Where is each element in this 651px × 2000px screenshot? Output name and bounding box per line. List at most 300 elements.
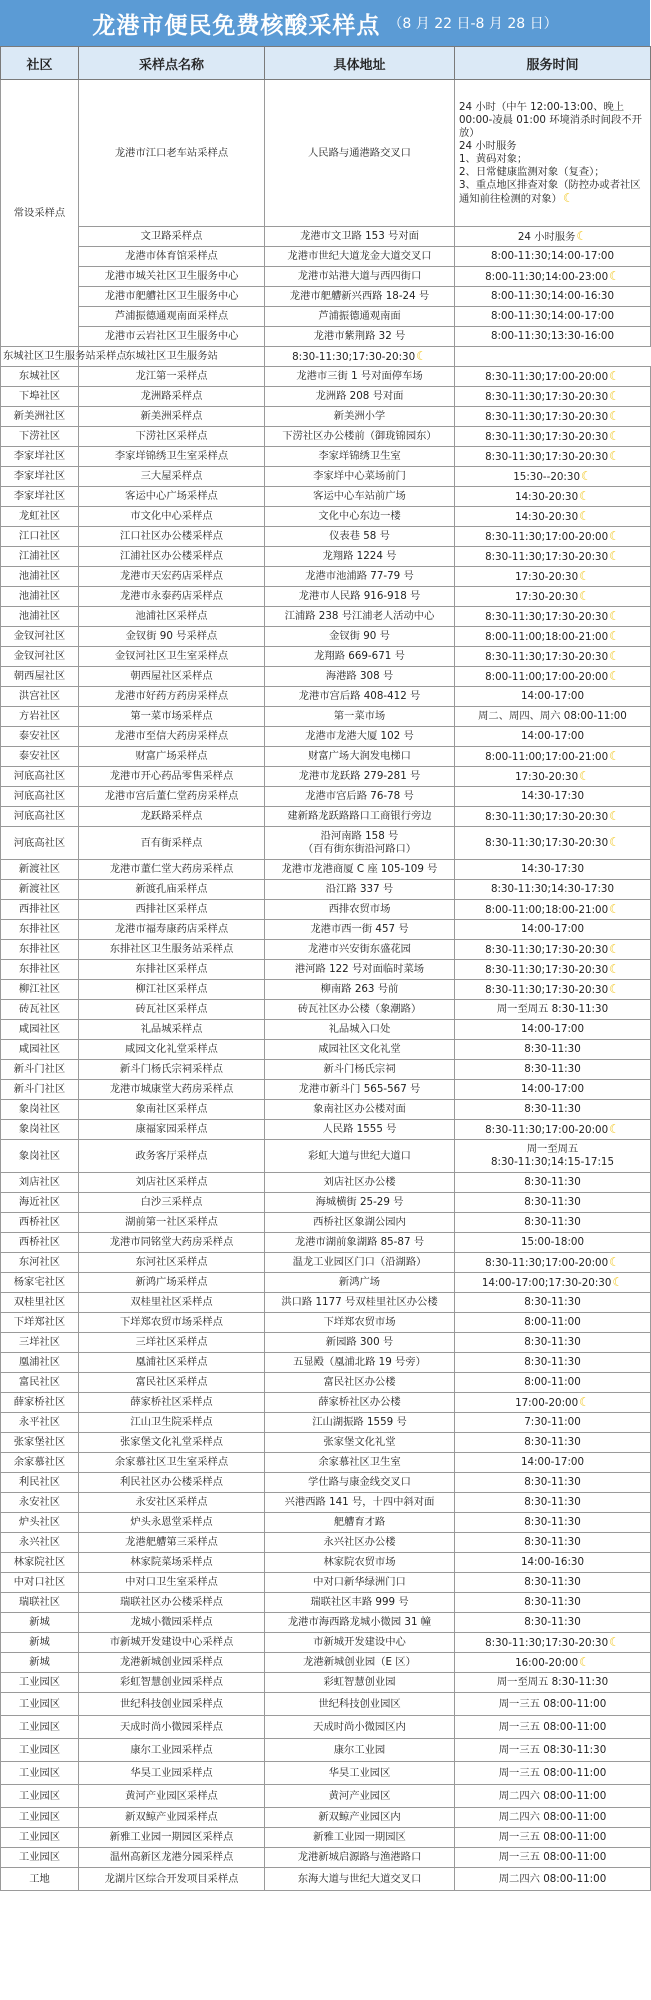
service-time-text: 8:30-11:30;17:30-20:30 [485,550,609,563]
community-cell: 东排社区 [1,960,79,980]
service-time-cell [455,1413,651,1433]
service-time-text: 15:30--20:30 [513,470,580,483]
night-moon-icon: ☾ [562,190,574,205]
table-body [1,80,651,1891]
address-cell: 龙港市紫荆路 32 号 [265,327,455,347]
table-row [1,1393,651,1413]
site-name-cell: 双桂里社区采样点 [79,1293,265,1313]
community-cell: 咸园社区 [1,1020,79,1040]
address-cell: 咸园社区文化礼堂 [265,1040,455,1060]
table-row [1,567,651,587]
community-cell: 象岗社区 [1,1140,79,1173]
table-row [1,487,651,507]
night-moon-icon: ☾ [609,428,620,443]
site-name-cell: 龙港市云岩社区卫生服务中心 [79,327,265,347]
address-cell: 龙港市龙港大厦 102 号 [265,727,455,747]
site-name-cell: 江口社区办公楼采样点 [79,527,265,547]
night-moon-icon: ☾ [609,368,620,383]
table-row [1,467,651,487]
site-name-cell: 康尔工业园采样点 [79,1739,265,1762]
table-row [1,960,651,980]
address-cell: 龙港市西一街 457 号 [265,920,455,940]
address-cell: 沿江路 337 号 [265,880,455,900]
site-name-cell: 东排社区卫生服务站采样点 [79,940,265,960]
service-time-cell [455,707,651,727]
address-cell: 龙港市海西路龙城小微园 31 幢 [265,1613,455,1633]
table-row [1,1433,651,1453]
service-time-text: 周一至周五 8:30-11:30 [496,1003,609,1015]
table-row [1,1553,651,1573]
site-name-cell: 龙港市永泰药店采样点 [79,587,265,607]
community-cell: 利民社区 [1,1473,79,1493]
night-moon-icon: ☾ [579,508,590,523]
service-time-text: 周一至周五 8:30-11:30;14:15-17:15 [490,1143,615,1168]
night-moon-icon: ☾ [609,668,620,683]
table-row [1,427,651,447]
site-name-cell: 芦浦振德通观南面采样点 [79,307,265,327]
service-time-text: 17:00-20:00 [515,1396,579,1409]
table-row [1,1653,651,1673]
service-time-text: 14:00-16:30 [520,1556,585,1568]
service-time-cell [455,1653,651,1673]
service-time-text: 周二四六 08:00-11:00 [498,1811,607,1823]
site-name-cell: 新美洲采样点 [79,407,265,427]
title-bar [0,0,650,46]
community-cell: 薛家桥社区 [1,1393,79,1413]
night-moon-icon: ☾ [609,748,620,763]
community-cell: 金钗河社区 [1,647,79,667]
service-time-cell [455,1573,651,1593]
service-time-cell [455,1868,651,1891]
community-cell: 凰浦社区 [1,1353,79,1373]
address-cell: 世纪科技创业园区 [265,1693,455,1716]
service-time-cell [455,1080,651,1100]
community-cell: 新城 [1,1653,79,1673]
community-cell: 方岩社区 [1,707,79,727]
night-moon-icon: ☾ [609,808,620,823]
service-time-text: 8:30-11:30 [524,1476,581,1488]
service-time-cell [455,1533,651,1553]
address-cell: 龙港市新斗门 565-567 号 [265,1080,455,1100]
site-name-cell: 白沙三采样点 [79,1193,265,1213]
service-time-text: 8:30-11:30;17:30-20:30 [485,837,609,849]
service-time-cell [455,327,651,347]
address-cell: 砖瓦社区办公楼（象潮路） [265,1000,455,1020]
table-row [1,367,651,387]
table-row [1,980,651,1000]
service-time-text: 8:30-11:30 [524,1436,581,1448]
night-moon-icon: ☾ [579,1394,590,1409]
site-name-cell: 江山卫生院采样点 [79,1413,265,1433]
table-row [1,1353,651,1373]
site-name-cell: 龙江第一采样点 [79,367,265,387]
service-time-cell [455,1473,651,1493]
address-cell: 第一菜市场 [265,707,455,727]
service-time-text: 8:30-11:30 [524,1196,581,1208]
date-range: （8 月 22 日-8 月 28 日） [388,16,558,32]
address-cell: 金钗街 90 号 [265,627,455,647]
table-row [1,227,651,247]
site-name-cell: 市新城开发建设中心采样点 [79,1633,265,1653]
community-cell: 河底高社区 [1,767,79,787]
table-row [1,1173,651,1193]
service-time-cell [455,980,651,1000]
community-cell: 新美洲社区 [1,407,79,427]
service-time-text: 8:30-11:30 [524,1616,581,1628]
service-time-cell [455,1100,651,1120]
service-time-text: 17:30-20:30 [515,770,579,783]
site-name-cell: 龙港新城创业园采样点 [79,1653,265,1673]
night-moon-icon: ☾ [576,228,588,243]
address-cell: 富民社区办公楼 [265,1373,455,1393]
table-row [1,1333,651,1353]
service-time-text: 8:30-11:30;17:00-20:00 [485,530,609,543]
address-cell: 龙港市龙跃路 279-281 号 [265,767,455,787]
night-moon-icon: ☾ [416,348,427,363]
service-time-text: 8:00-11:30;14:00-23:00 [485,270,609,283]
community-cell: 西桥社区 [1,1233,79,1253]
community-cell: 象岗社区 [1,1100,79,1120]
community-cell: 东城社区 [1,367,79,387]
service-time-cell [455,1253,651,1273]
table-row [1,1848,651,1868]
address-cell: 薛家桥社区办公楼 [265,1393,455,1413]
site-name-cell: 龙港市城关社区卫生服务中心 [79,267,265,287]
table-row [1,1593,651,1613]
site-name-cell: 龙港市天宏药店采样点 [79,567,265,587]
site-name-cell: 龙港市宫后董仁堂药房采样点 [79,787,265,807]
table-row [1,527,651,547]
table-row [1,1233,651,1253]
site-name-cell: 新双鲸产业园采样点 [79,1808,265,1828]
site-name-cell: 温州高新区龙港分园采样点 [79,1848,265,1868]
address-cell: 永兴社区办公楼 [265,1533,455,1553]
header-site-name: 采样点名称 [79,47,265,80]
site-name-cell: 凰浦社区采样点 [79,1353,265,1373]
service-time-cell [455,407,651,427]
table-row [1,327,651,347]
table-row [1,1040,651,1060]
site-name-cell: 东河社区采样点 [79,1253,265,1273]
night-moon-icon: ☾ [609,608,620,623]
community-cell: 咸园社区 [1,1040,79,1060]
service-time-cell [455,900,651,920]
site-name-cell: 政务客厅采样点 [79,1140,265,1173]
table-row [1,407,651,427]
address-cell: 新斗门杨氏宗祠 [265,1060,455,1080]
service-time-text: 14:00-17:00 [520,1023,585,1035]
service-time-cell [455,1060,651,1080]
site-name-cell: 龙港市同铭堂大药房采样点 [79,1233,265,1253]
address-cell: 兴港西路 141 号，十四中斜对面 [265,1493,455,1513]
site-name-cell: 华昊工业园采样点 [79,1762,265,1785]
service-time-cell [455,547,651,567]
service-time-cell [455,1693,651,1716]
site-name-cell: 龙港市至信大药房采样点 [79,727,265,747]
address-cell: 彩虹大道与世纪大道口 [265,1140,455,1173]
address-cell: 舥艚育才路 [265,1513,455,1533]
table-row [1,307,651,327]
service-time-cell [455,1020,651,1040]
page-title: 龙港市便民免费核酸采样点 [92,12,381,39]
service-time-cell [455,1120,651,1140]
community-cell: 下涝社区 [1,427,79,447]
service-time-cell [455,1373,651,1393]
service-time-text: 8:00-11:30;14:00-17:00 [490,310,615,322]
site-name-cell: 新鸿广场采样点 [79,1273,265,1293]
address-cell: 龙港市池浦路 77-79 号 [265,567,455,587]
community-cell: 河底高社区 [1,827,79,860]
community-cell: 双桂里社区 [1,1293,79,1313]
service-time-text: 14:00-17:00;17:30-20:30 [481,1276,612,1289]
table-row [1,1193,651,1213]
service-time-cell [455,1273,651,1293]
table-row [1,1785,651,1808]
site-name-cell: 龙港市江口老车站采样点 [79,80,265,227]
service-time-text: 17:30-20:30 [515,570,579,583]
address-cell: 龙港市世纪大道龙金大道交叉口 [265,247,455,267]
table-row [1,1140,651,1173]
site-name-cell: 柳江社区采样点 [79,980,265,1000]
community-cell: 工业园区 [1,1848,79,1868]
address-cell: 余家慕社区卫生室 [265,1453,455,1473]
night-moon-icon: ☾ [612,1274,624,1289]
night-moon-icon: ☾ [609,448,620,463]
community-cell: 江口社区 [1,527,79,547]
community-cell: 常设采样点 [1,80,79,347]
service-time-text: 8:30-11:30;17:30-20:30 [485,810,609,823]
community-cell: 西排社区 [1,900,79,920]
service-time-text: 8:30-11:30 [524,1043,581,1055]
service-time-text: 8:30-11:30;17:00-20:00 [485,370,609,383]
service-time-cell [455,1040,651,1060]
service-time-text: 8:30-11:30 [524,1516,581,1528]
community-cell: 工地 [1,1868,79,1891]
address-cell: 西桥社区象湖公园内 [265,1213,455,1233]
address-cell: 人民路与通港路交叉口 [265,80,455,227]
site-name-cell: 湖前第一社区采样点 [79,1213,265,1233]
address-cell: 李家垟锦绣卫生室 [265,447,455,467]
service-time-cell [455,747,651,767]
community-cell: 杨家宅社区 [1,1273,79,1293]
address-cell: 黄河产业园区 [265,1785,455,1808]
night-moon-icon: ☾ [609,961,620,976]
service-time-text: 8:30-11:30;17:30-20:30 [485,650,609,663]
table-row [1,247,651,267]
table-row [1,1453,651,1473]
service-time-cell [455,940,651,960]
service-time-cell [455,1828,651,1848]
service-time-cell [455,1493,651,1513]
site-name-cell: 咸园文化礼堂采样点 [79,1040,265,1060]
service-time-text: 周一三五 08:00-11:00 [498,1851,607,1863]
service-time-text: 14:30-20:30 [515,510,579,523]
service-time-text: 7:30-11:00 [524,1416,581,1428]
service-time-text: 8:30-11:30;17:30-20:30 [485,430,609,443]
site-name-cell: 天成时尚小微园采样点 [79,1716,265,1739]
address-cell: 江山湖振路 1559 号 [265,1413,455,1433]
service-time-text: 周二、周四、周六 08:00-11:00 [478,710,627,722]
service-time-cell [455,1233,651,1253]
community-cell: 新渡社区 [1,880,79,900]
service-time-cell [455,1333,651,1353]
community-cell: 中对口社区 [1,1573,79,1593]
address-cell: 刘店社区办公楼 [265,1173,455,1193]
community-cell: 余家慕社区 [1,1453,79,1473]
service-time-text: 周一三五 08:30-11:30 [498,1743,607,1756]
address-cell: 客运中心车站前广场 [265,487,455,507]
service-time-cell [455,1673,651,1693]
table-row [1,1739,651,1762]
service-time-cell [455,467,651,487]
community-cell: 新城 [1,1633,79,1653]
site-name-cell: 余家慕社区卫生室采样点 [79,1453,265,1473]
community-cell: 东排社区 [1,920,79,940]
address-cell: 龙港新城启源路与渔港路口 [265,1848,455,1868]
service-time-cell [455,247,651,267]
address-cell: 龙港市文卫路 153 号对面 [265,227,455,247]
site-name-cell: 龙港市体育馆采样点 [79,247,265,267]
address-cell: 新双鲸产业园区内 [265,1808,455,1828]
site-name-cell: 财富广场采样点 [79,747,265,767]
service-time-text: 8:30-11:30;17:30-20:30 [485,983,609,996]
site-name-cell: 龙港市城康堂大药房采样点 [79,1080,265,1100]
community-cell: 刘店社区 [1,1173,79,1193]
site-name-cell: 黄河产业园区采样点 [79,1785,265,1808]
site-name-cell: 江浦社区办公楼采样点 [79,547,265,567]
service-time-text: 8:00-11:00;17:00-21:00 [485,750,609,763]
service-time-text: 周一三五 08:00-11:00 [498,1720,607,1733]
night-moon-icon: ☾ [609,648,620,663]
service-time-cell [455,687,651,707]
service-time-text: 14:00-17:00 [520,1083,585,1095]
table-row [1,1080,651,1100]
table-row [1,1693,651,1716]
service-time-text: 14:00-17:00 [520,690,585,702]
address-cell: 文化中心东边一楼 [265,507,455,527]
address-cell: 财富广场大润发电梯口 [265,747,455,767]
address-cell: 新雅工业园一期园区 [265,1828,455,1848]
table-row [1,1293,651,1313]
address-cell: 温龙工业园区门口（沿湖路） [265,1253,455,1273]
community-cell: 永安社区 [1,1493,79,1513]
site-name-cell: 下涝社区采样点 [79,427,265,447]
community-cell: 江浦社区 [1,547,79,567]
address-cell: 天成时尚小微园区内 [265,1716,455,1739]
service-time-cell [455,1293,651,1313]
address-cell: 东城社区卫生服务站 [79,347,265,367]
service-time-text: 8:30-11:30 [524,1576,581,1588]
service-time-text: 8:00-11:00;17:00-20:00 [485,670,609,683]
table-row [1,447,651,467]
table-row [1,1493,651,1513]
table-row [1,1000,651,1020]
table-row [1,667,651,687]
table-row [1,787,651,807]
service-time-text: 周一三五 08:00-11:00 [498,1831,607,1843]
service-time-text: 8:30-11:30 [524,1496,581,1508]
table-row [1,1273,651,1293]
community-cell: 炉头社区 [1,1513,79,1533]
community-cell: 工业园区 [1,1716,79,1739]
service-time-cell [455,1433,651,1453]
community-cell: 河底高社区 [1,807,79,827]
address-cell: 江浦路 238 号江浦老人活动中心 [265,607,455,627]
community-cell: 东河社区 [1,1253,79,1273]
address-cell: 柳南路 263 号前 [265,980,455,1000]
service-time-text: 周二四六 08:00-11:00 [498,1789,607,1802]
night-moon-icon: ☾ [609,941,620,956]
service-time-text: 16:00-20:00 [515,1656,579,1669]
address-cell: 张家堡文化礼堂 [265,1433,455,1453]
table-row [1,1100,651,1120]
site-name-cell: 张家堡文化礼堂采样点 [79,1433,265,1453]
address-cell: 康尔工业园 [265,1739,455,1762]
service-time-cell [455,80,651,227]
address-cell: 市新城开发建设中心 [265,1633,455,1653]
service-time-cell [455,427,651,447]
service-time-text: 周一三五 08:00-11:00 [498,1766,607,1779]
address-cell: 芦浦振德通观南面 [265,307,455,327]
site-name-cell: 礼品城采样点 [79,1020,265,1040]
night-moon-icon: ☾ [579,568,590,583]
site-name-cell: 客运中心广场采样点 [79,487,265,507]
night-moon-icon: ☾ [609,528,620,543]
table-row [1,1716,651,1739]
address-cell: 新美洲小学 [265,407,455,427]
address-cell: 龙翔路 1224 号 [265,547,455,567]
site-name-cell: 新渡孔庙采样点 [79,880,265,900]
address-cell: 龙港市宫后路 408-412 号 [265,687,455,707]
community-cell: 泰安社区 [1,747,79,767]
service-time-text: 14:30-20:30 [515,490,579,503]
table-row [1,860,651,880]
service-time-text: 8:00-11:00;18:00-21:00 [485,903,609,916]
night-moon-icon: ☾ [581,468,592,483]
service-time-cell [455,1213,651,1233]
table-row [1,1573,651,1593]
service-time-cell [455,1193,651,1213]
service-time-text: 8:30-11:30;17:00-20:00 [485,1123,609,1136]
night-moon-icon: ☾ [609,1121,620,1136]
service-time-text: 8:30-11:30;17:00-20:00 [485,1256,609,1269]
community-cell: 工业园区 [1,1785,79,1808]
night-moon-icon: ☾ [609,388,620,403]
site-name-cell: 刘店社区采样点 [79,1173,265,1193]
service-time-text: 8:30-11:30 [524,1176,581,1188]
address-cell: 龙洲路 208 号对面 [265,387,455,407]
sampling-sites-table [0,46,651,1891]
service-time-cell [455,960,651,980]
table-row [1,287,651,307]
site-name-cell: 龙跃路采样点 [79,807,265,827]
site-name-cell: 东城社区卫生服务站采样点 [1,347,79,367]
community-cell: 下垟郑社区 [1,1313,79,1333]
service-time-cell [455,767,651,787]
table-row [1,1373,651,1393]
site-name-cell: 第一菜市场采样点 [79,707,265,727]
community-cell: 工业园区 [1,1693,79,1716]
table-row [1,1473,651,1493]
address-cell: 海城横街 25-29 号 [265,1193,455,1213]
address-cell: 龙港市站港大道与西四街口 [265,267,455,287]
site-name-cell: 彩虹智慧创业园采样点 [79,1673,265,1693]
site-name-cell: 市文化中心采样点 [79,507,265,527]
address-cell: 华昊工业园区 [265,1762,455,1785]
address-cell: 龙港新城创业园（E 区） [265,1653,455,1673]
site-name-cell: 康福家园采样点 [79,1120,265,1140]
address-cell: 建新路龙跃路路口工商银行旁边 [265,807,455,827]
